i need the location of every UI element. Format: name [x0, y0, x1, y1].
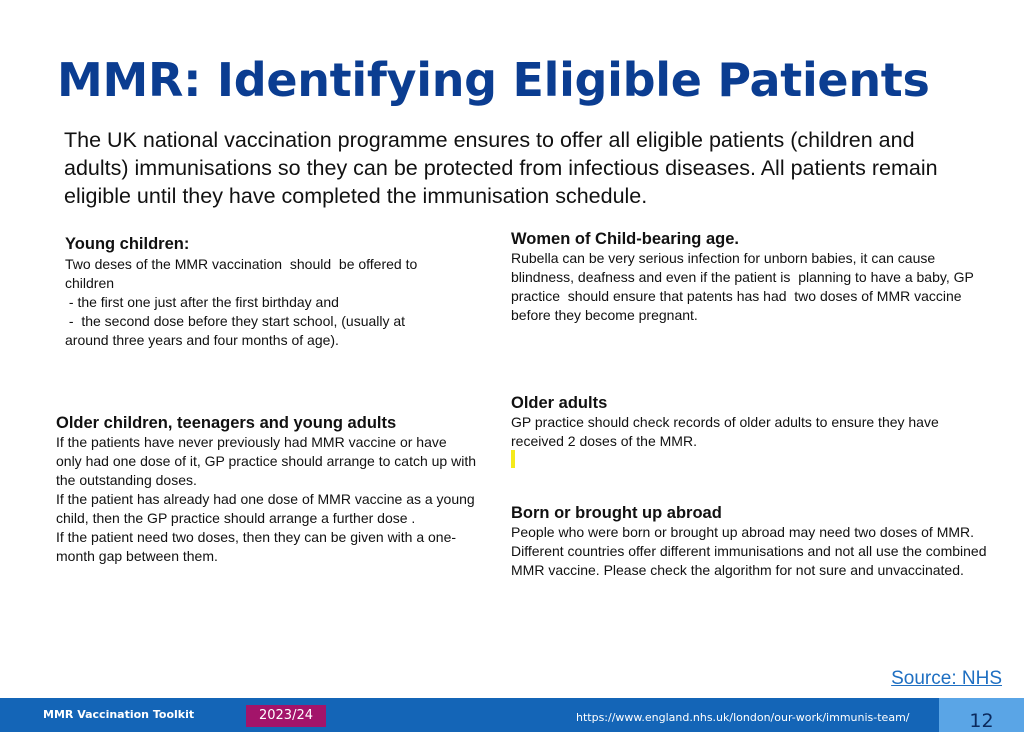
section-text: Two deses of the MMR vaccination should be offered to children: [65, 256, 422, 291]
section-text: People who were born or brought up abroad may need two doses of MMR. Different countries offer different immunisations and not all use the combined MMR vaccine. Please check the algorithm for not sure and unvaccinated.: [511, 524, 991, 578]
intro-paragraph: The UK national vaccination programme ensures to offer all eligible patients (children and adults) immunisations so they can be protected from infectious diseases. All patients remain eligible until they have completed the immunisation schedule.: [64, 128, 938, 208]
section-text: If the patient need two doses, then they can be given with a one-month gap between them.: [56, 529, 457, 564]
slide-title: MMR: Identifying Eligible Patients: [57, 53, 930, 107]
footer-bar: [0, 698, 1024, 732]
section-older-adults: [511, 393, 991, 451]
section-older-children: [56, 413, 480, 566]
section-text: - the first one just after the first birthday and: [65, 294, 339, 310]
section-text: - the second dose before they start school, (usually at around three years and four months of age).: [65, 313, 409, 348]
section-women-child-bearing-age: [511, 229, 981, 325]
text-highlight-marker: [511, 450, 515, 468]
section-young-children: [65, 234, 435, 350]
section-text: GP practice should check records of older adults to ensure they have received 2 doses of the MMR.: [511, 414, 943, 449]
footer-url[interactable]: https://www.england.nhs.uk/london/our-work/immunis-team/: [576, 711, 910, 724]
section-heading: Young children:: [65, 235, 190, 253]
section-heading: Older adults: [511, 394, 608, 412]
source-link[interactable]: Source: NHS: [891, 668, 1002, 689]
section-text: Rubella can be very serious infection for unborn babies, it can cause blindness, deafness and even if the patient is planning to have a baby, GP practice should ensure that patents has had two doses of MMR vaccine before they become pregnant.: [511, 250, 978, 323]
year-badge: 2023/24: [246, 705, 326, 727]
section-text: If the patient has already had one dose of MMR vaccine as a young child, then the GP practice should arrange a further dose .: [56, 491, 479, 526]
section-text: If the patients have never previously had MMR vaccine or have only had one dose of it, GP practice should arrange to catch up with the outstanding doses.: [56, 434, 480, 488]
page-number: 12: [939, 698, 1024, 732]
section-heading: Older children, teenagers and young adults: [56, 414, 397, 432]
section-born-abroad: [511, 503, 991, 580]
footer-title: MMR Vaccination Toolkit: [43, 708, 195, 721]
section-heading: Women of Child-bearing age.: [511, 230, 739, 248]
section-heading: Born or brought up abroad: [511, 504, 722, 522]
